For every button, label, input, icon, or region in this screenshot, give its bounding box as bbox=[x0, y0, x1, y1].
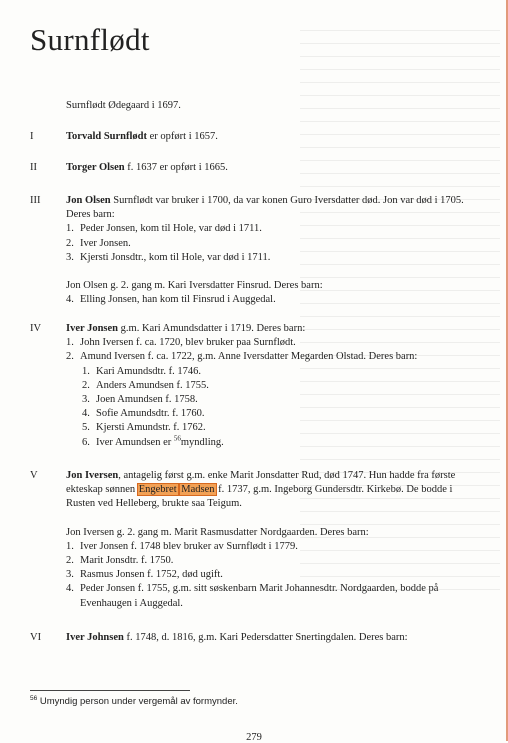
list-item: 2. Marit Jonsdtr. f. 1750. bbox=[66, 555, 174, 567]
sub-list-item: 6. Iver Amundsen er $^{56}$myndling. bbox=[82, 434, 224, 448]
section-text: f. 1637 er opført i 1665. bbox=[124, 162, 228, 173]
sub-list-item: 4. Sofie Amundsdtr. f. 1760. bbox=[82, 408, 205, 420]
section-text: g.m. Kari Amundsdatter i 1719. Deres barn: bbox=[118, 323, 306, 334]
section-3 bbox=[30, 194, 470, 307]
sub-list-item: 2. Anders Amundsen f. 1755. bbox=[82, 379, 209, 391]
sub-list-item: 5. Kjersti Amundstr. f. 1762. bbox=[82, 422, 206, 434]
list-item: 4. Peder Jonsen f. 1755, g.m. sitt søskenbarn Marit Johannesdtr. Nordgaarden, bodde på Evenhaugen i Auggedal. bbox=[66, 583, 439, 609]
highlighted-word[interactable]: Engebret bbox=[138, 484, 177, 496]
second-marriage-text: Jon Olsen g. 2. gang m. Kari Iversdatter Finsrud. Deres barn: bbox=[66, 280, 323, 292]
footnote-ref[interactable]: 56 bbox=[173, 434, 181, 443]
roman-numeral: IV bbox=[30, 323, 42, 334]
list-item: 3. Rasmus Jonsen f. 1752, død ugift. bbox=[66, 569, 223, 581]
roman-numeral: II bbox=[30, 162, 37, 173]
section-text: Surnflødt var bruker i 1700, da var konen Guro Iversdatter død. Jon var død i 1705. Deres barn: bbox=[66, 195, 464, 221]
roman-numeral: I bbox=[30, 131, 34, 142]
footnote-divider bbox=[30, 690, 190, 691]
page-number: 279 bbox=[246, 732, 262, 743]
list-item: 2. Amund Iversen f. ca. 1722, g.m. Anne Iversdatter Megarden Olstad. Deres barn: bbox=[66, 351, 418, 363]
sub-list-item: 1. Kari Amundsdtr. f. 1746. bbox=[82, 365, 201, 377]
section-text: er opført i 1657. bbox=[147, 131, 218, 142]
section-2 bbox=[30, 161, 470, 175]
second-marriage-text: Jon Iversen g. 2. gang m. Marit Rasmusdatter Nordgaarden. Deres barn: bbox=[66, 526, 369, 538]
list-item: 1. Peder Jonsen, kom til Hole, var død i 1711. bbox=[66, 223, 262, 235]
section-text: , antagelig først g.m. enke Marit Jonsdatter Rud, død 1747. Hun hadde fra første ekteskap sønnen bbox=[66, 470, 456, 496]
section-text: f. 1737, g.m. Ingeborg Gundersdtr. Kirkebø. De bodde i Rusten ved Helleberg, brukte saa Teigum. bbox=[66, 484, 453, 510]
person-name: Iver Johnsen bbox=[66, 632, 124, 643]
person-name: Jon Iversen bbox=[66, 470, 119, 481]
roman-numeral: III bbox=[30, 195, 41, 206]
person-name: Jon Olsen bbox=[66, 195, 111, 206]
list-item: 1. Iver Jonsen f. 1748 blev bruker av Surnflødt i 1779. bbox=[66, 540, 298, 552]
section-5 bbox=[30, 469, 470, 611]
section-1 bbox=[30, 130, 470, 144]
section-text: f. 1748, d. 1816, g.m. Kari Pedersdatter Snertingdalen. Deres barn: bbox=[123, 632, 408, 643]
person-name: Torger Olsen bbox=[66, 162, 125, 173]
list-item: 4. Elling Jonsen, han kom til Finsrud i Auggedal. bbox=[66, 294, 276, 306]
list-item: 1. John Iversen f. ca. 1720, blev bruker paa Surnflødt. bbox=[66, 337, 296, 349]
section-4 bbox=[30, 322, 470, 450]
intro-line: Surnflødt Ødegaard i 1697. bbox=[66, 100, 181, 111]
list-item: 2. Iver Jonsen. bbox=[66, 237, 131, 249]
highlighted-word[interactable]: Madsen bbox=[181, 484, 215, 496]
roman-numeral: VI bbox=[30, 632, 42, 643]
sub-list-item: 3. Joen Amundsen f. 1758. bbox=[82, 394, 198, 406]
person-name: Torvald Surnflødt bbox=[66, 131, 148, 142]
roman-numeral: V bbox=[30, 470, 38, 481]
footnote: $^{56}$ Umyndig person under vergemål av formynder. bbox=[30, 694, 238, 707]
list-item: 3. Kjersti Jonsdtr., kom til Hole, var død i 1711. bbox=[66, 251, 271, 263]
section-6 bbox=[30, 631, 470, 645]
person-name: Iver Jonsen bbox=[66, 323, 119, 334]
page-title: Surnflødt bbox=[30, 22, 150, 57]
